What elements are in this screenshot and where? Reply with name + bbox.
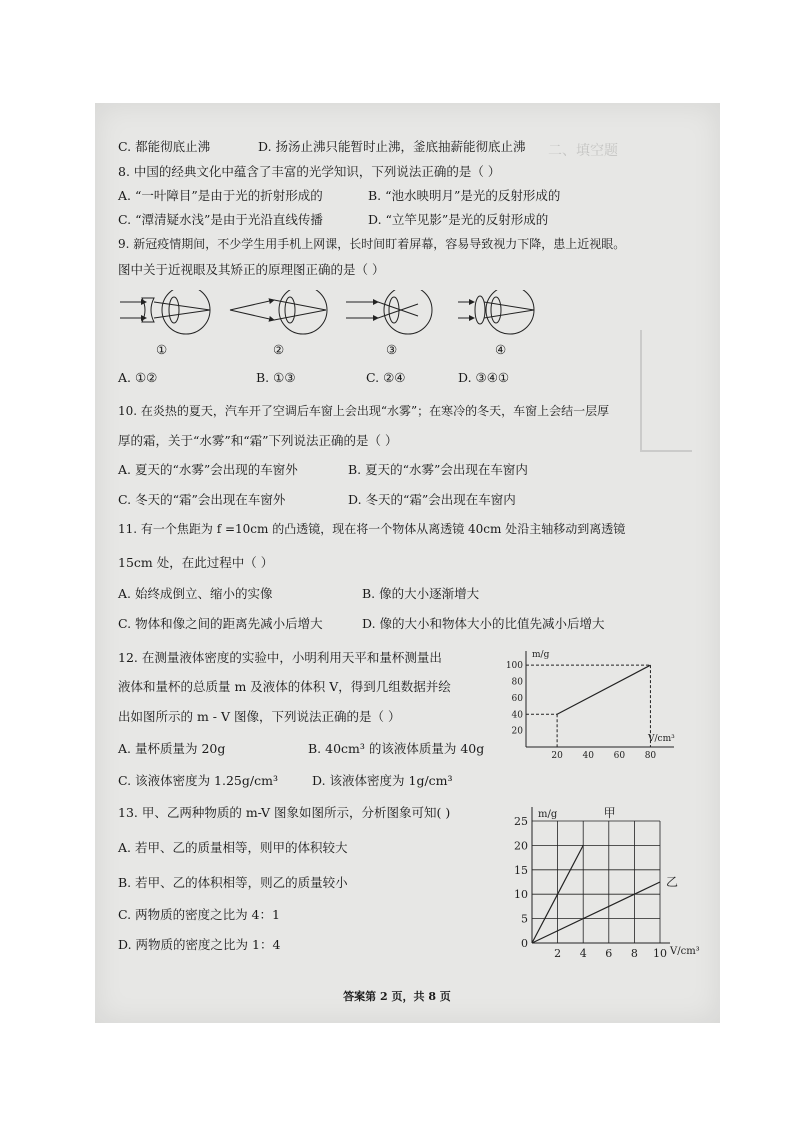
eye-diagram-3: [346, 290, 432, 334]
q12-stem-line3: 出如图所示的 m - V 图像，下列说法正确的是（ ）: [118, 709, 401, 724]
eye-diagram-1: [120, 290, 210, 334]
y-tick-label: 25: [514, 815, 528, 828]
q8-option-c: C. “潭清疑水浅”是由于光沿直线传播: [118, 212, 323, 227]
eye-diagrams: [118, 290, 558, 360]
q13-option-a: A. 若甲、乙的质量相等，则甲的体积较大: [118, 840, 348, 855]
q10-option-d: D. 冬天的“霜”会出现在车窗内: [348, 492, 516, 507]
q9-option-d: D. ③④①: [458, 370, 510, 385]
q11-option-b: B. 像的大小逐渐增大: [362, 586, 480, 601]
eye-label-1: ①: [156, 342, 168, 357]
q11-stem-line1: 11. 有一个焦距为 f =10cm 的凸透镜，现在将一个物体从离透镜 40cm 处沿主轴移动到离透镜: [118, 522, 626, 536]
q10-option-a: A. 夏天的“水雾”会出现的车窗外: [118, 462, 298, 477]
eye-label-4: ④: [495, 342, 507, 357]
eye-diagram-4: [458, 290, 534, 334]
q7-option-c: C. 都能彻底止沸: [118, 139, 211, 154]
x-tick-label: 6: [605, 947, 613, 960]
q12-option-b: B. 40cm³ 的该液体质量为 40g: [308, 741, 485, 756]
y-tick-label: 60: [511, 693, 523, 704]
y-tick-label: 10: [514, 888, 528, 902]
q8-stem: 8. 中国的经典文化中蕴含了丰富的光学知识，下列说法正确的是（ ）: [118, 164, 501, 179]
q12-option-c: C. 该液体密度为 1.25g/cm³: [118, 773, 278, 788]
x-tick-label: 2: [554, 947, 562, 960]
x-axis-label: V/cm³: [648, 734, 675, 744]
y-tick-label: 100: [505, 661, 523, 672]
q12-stem-line1: 12. 在测量液体密度的实验中，小明利用天平和量杯测量出: [118, 650, 442, 665]
q13-option-b: B. 若甲、乙的体积相等，则乙的质量较小: [118, 875, 348, 890]
series-label-jia: 甲: [603, 806, 616, 820]
q13-option-c: C. 两物质的密度之比为 4：1: [118, 907, 280, 922]
x-tick-label: 80: [644, 751, 657, 761]
q9-option-a: A. ①②: [118, 370, 158, 385]
data-line: [557, 665, 650, 714]
series-line-2: [532, 882, 660, 943]
x-tick-label: 40: [582, 751, 594, 761]
y-tick-label: 20: [514, 839, 528, 853]
q13-option-d: D. 两物质的密度之比为 1：4: [118, 937, 281, 952]
q9-option-c: C. ②④: [366, 370, 406, 385]
mass-volume-chart-q12: [498, 645, 688, 765]
eye-diagram-2: [230, 290, 327, 334]
q8-option-b: B. “池水映明月”是光的反射形成的: [368, 188, 561, 203]
q8-option-d: D. “立竿见影”是光的反射形成的: [368, 212, 549, 227]
bleed-through-heading: 二、填空题: [548, 143, 618, 159]
y-tick-label: 15: [514, 863, 528, 877]
q11-option-c: C. 物体和像之间的距离先减小后增大: [118, 616, 323, 631]
mass-volume-chart-q13: [500, 795, 700, 965]
q10-stem-line2: 厚的霜，关于“水雾”和“霜”下列说法正确的是（ ）: [118, 433, 398, 448]
y-axis-label: m/g: [538, 809, 558, 820]
q12-stem-line2: 液体和量杯的总质量 m 及液体的体积 V，得到几组数据并绘: [118, 679, 451, 694]
x-tick-label: 8: [630, 947, 638, 960]
page-footer: 答案第 2 页，共 8 页: [343, 990, 451, 1003]
x-axis-label: V/cm³: [670, 946, 700, 957]
x-tick-label: 4: [579, 947, 587, 960]
q8-option-a: A. “一叶障目”是由于光的折射形成的: [118, 188, 323, 203]
q9-option-b: B. ①③: [256, 370, 296, 385]
eye-label-2: ②: [273, 342, 285, 357]
q11-option-d: D. 像的大小和物体大小的比值先减小后增大: [362, 616, 605, 631]
q9-stem-line1: 9. 新冠疫情期间，不少学生用手机上网课，长时间盯着屏幕，容易导致视力下降，患上近视眼。: [118, 237, 626, 251]
q10-option-b: B. 夏天的“水雾”会出现在车窗内: [348, 462, 528, 477]
y-tick-label: 0: [521, 937, 528, 950]
x-tick-label: 20: [551, 751, 563, 761]
y-tick-label: 5: [521, 912, 528, 926]
q7-option-d: D. 扬汤止沸只能暂时止沸，釜底抽薪能彻底止沸: [258, 139, 526, 154]
q11-option-a: A. 始终成倒立、缩小的实像: [118, 586, 273, 601]
bleed-through-diagram: [640, 330, 692, 452]
q10-option-c: C. 冬天的“霜”会出现在车窗外: [118, 492, 286, 507]
q11-stem-line2: 15cm 处，在此过程中（ ）: [118, 555, 274, 570]
eye-label-3: ③: [386, 342, 398, 357]
x-tick-label: 60: [613, 751, 626, 761]
x-tick-label: 10: [653, 947, 667, 960]
q12-option-d: D. 该液体密度为 1g/cm³: [312, 773, 453, 788]
series-label-yi: 乙: [666, 875, 679, 889]
y-tick-label: 80: [511, 677, 523, 688]
q13-stem: 13. 甲、乙两种物质的 m-V 图象如图所示，分析图象可知( ): [118, 805, 451, 820]
y-tick-label: 20: [511, 726, 523, 737]
q12-option-a: A. 量杯质量为 20g: [118, 741, 226, 756]
y-tick-label: 40: [511, 710, 523, 721]
q9-stem-line2: 图中关于近视眼及其矫正的原理图正确的是（ ）: [118, 262, 385, 277]
y-axis-label: m/g: [532, 650, 550, 660]
q10-stem-line1: 10. 在炎热的夏天，汽车开了空调后车窗上会出现“水雾”；在寒冷的冬天，车窗上会结一层厚: [118, 404, 610, 418]
